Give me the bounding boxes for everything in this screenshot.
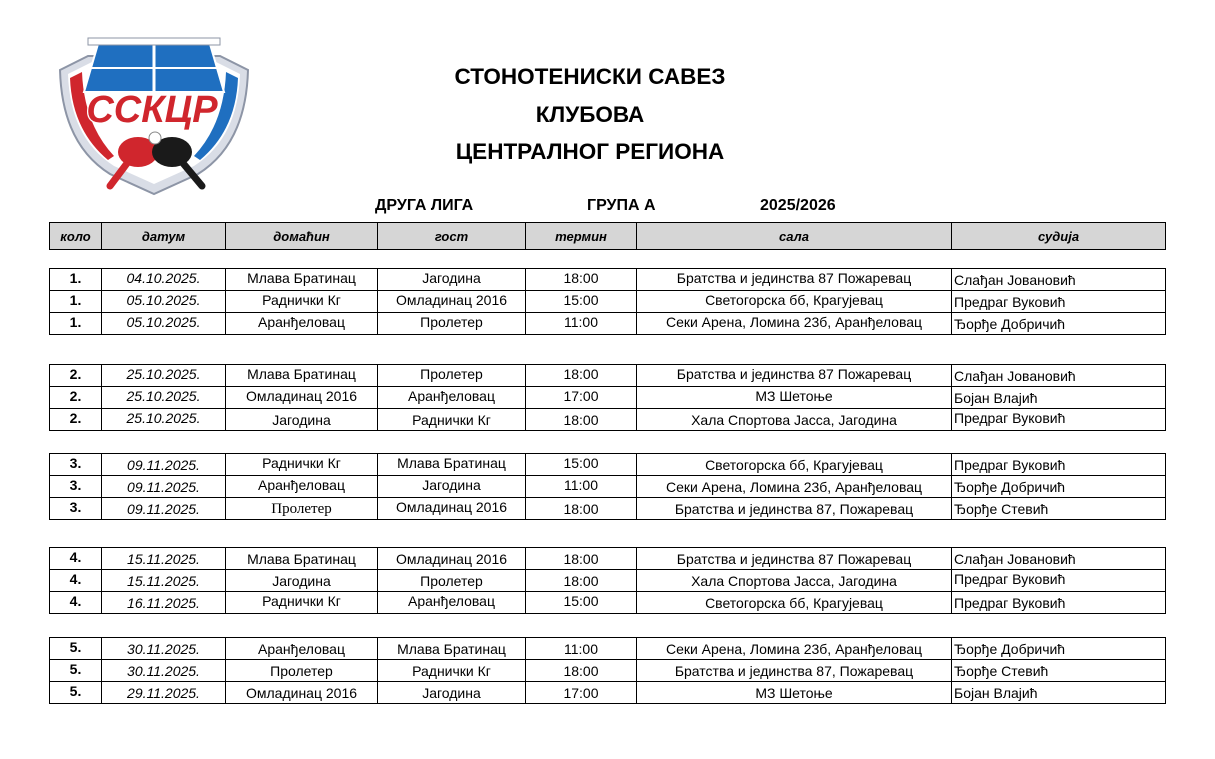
cell-sala: Хала Спортова Јасса, Јагодина bbox=[637, 570, 952, 592]
cell-datum: 09.11.2025. bbox=[102, 476, 226, 498]
schedule-header bbox=[49, 222, 1166, 250]
table-row bbox=[50, 660, 1166, 682]
cell-sudija: Ђорђе Стевић bbox=[952, 660, 1166, 682]
cell-kolo: 3. bbox=[50, 454, 102, 476]
cell-domacin: Пролетер bbox=[226, 498, 378, 520]
cell-sudija: Предраг Вуковић bbox=[952, 409, 1166, 431]
header-row bbox=[50, 223, 1166, 250]
table-row bbox=[50, 269, 1166, 291]
cell-sala: Секи Арена, Ломина 23б, Аранђеловац bbox=[637, 638, 952, 660]
league-label: ДРУГА ЛИГА bbox=[375, 197, 474, 214]
cell-sudija: Ђорђе Добричић bbox=[952, 313, 1166, 335]
table-row bbox=[50, 313, 1166, 335]
cell-domacin: Млава Братинац bbox=[226, 365, 378, 387]
cell-domacin: Раднички Кг bbox=[226, 592, 378, 614]
cell-sala: Братства и јединства 87 Пожаревац bbox=[637, 365, 952, 387]
cell-kolo: 5. bbox=[50, 638, 102, 660]
table-row bbox=[50, 387, 1166, 409]
cell-termin: 18:00 bbox=[526, 409, 637, 431]
cell-datum: 04.10.2025. bbox=[102, 269, 226, 291]
cell-sala: Секи Арена, Ломина 23б, Аранђеловац bbox=[637, 476, 952, 498]
group-label: ГРУПА А bbox=[587, 197, 656, 214]
col-header-domacin: домаћин bbox=[226, 223, 378, 250]
cell-sudija: Ђорђе Добричић bbox=[952, 638, 1166, 660]
cell-termin: 11:00 bbox=[526, 313, 637, 335]
page-title bbox=[390, 58, 790, 171]
cell-kolo: 3. bbox=[50, 476, 102, 498]
cell-sudija: Ђорђе Стевић bbox=[952, 498, 1166, 520]
cell-kolo: 1. bbox=[50, 269, 102, 291]
cell-gost: Пролетер bbox=[378, 365, 526, 387]
cell-kolo: 2. bbox=[50, 409, 102, 431]
cell-gost: Јагодина bbox=[378, 476, 526, 498]
cell-gost: Јагодина bbox=[378, 682, 526, 704]
cell-sala: МЗ Шетоње bbox=[637, 682, 952, 704]
cell-datum: 29.11.2025. bbox=[102, 682, 226, 704]
cell-termin: 18:00 bbox=[526, 269, 637, 291]
cell-sala: Братства и јединства 87, Пожаревац bbox=[637, 498, 952, 520]
cell-domacin: Раднички Кг bbox=[226, 454, 378, 476]
cell-kolo: 4. bbox=[50, 592, 102, 614]
cell-sudija: Предраг Вуковић bbox=[952, 592, 1166, 614]
cell-kolo: 4. bbox=[50, 548, 102, 570]
cell-kolo: 2. bbox=[50, 365, 102, 387]
cell-gost: Раднички Кг bbox=[378, 409, 526, 431]
cell-kolo: 5. bbox=[50, 682, 102, 704]
table-row bbox=[50, 592, 1166, 614]
logo-lettering: ССКЦР bbox=[86, 89, 218, 131]
cell-termin: 18:00 bbox=[526, 660, 637, 682]
cell-sala: МЗ Шетоње bbox=[637, 387, 952, 409]
cell-domacin: Аранђеловац bbox=[226, 638, 378, 660]
cell-kolo: 1. bbox=[50, 291, 102, 313]
cell-kolo: 3. bbox=[50, 498, 102, 520]
cell-domacin: Раднички Кг bbox=[226, 291, 378, 313]
cell-datum: 25.10.2025. bbox=[102, 387, 226, 409]
cell-sudija: Предраг Вуковић bbox=[952, 291, 1166, 313]
cell-domacin: Аранђеловац bbox=[226, 476, 378, 498]
cell-domacin: Омладинац 2016 bbox=[226, 682, 378, 704]
cell-gost: Пролетер bbox=[378, 570, 526, 592]
cell-domacin: Аранђеловац bbox=[226, 313, 378, 335]
cell-gost: Аранђеловац bbox=[378, 387, 526, 409]
cell-datum: 16.11.2025. bbox=[102, 592, 226, 614]
cell-datum: 25.10.2025. bbox=[102, 365, 226, 387]
cell-kolo: 1. bbox=[50, 313, 102, 335]
cell-termin: 17:00 bbox=[526, 682, 637, 704]
cell-domacin: Омладинац 2016 bbox=[226, 387, 378, 409]
cell-sala: Светогорска бб, Крагујевац bbox=[637, 592, 952, 614]
col-header-sudija: судија bbox=[952, 223, 1166, 250]
table-row bbox=[50, 365, 1166, 387]
cell-sala: Секи Арена, Ломина 23б, Аранђеловац bbox=[637, 313, 952, 335]
cell-sudija: Слађан Јовановић bbox=[952, 365, 1166, 387]
cell-datum: 05.10.2025. bbox=[102, 291, 226, 313]
cell-sudija: Бојан Влајић bbox=[952, 387, 1166, 409]
cell-domacin: Пролетер bbox=[226, 660, 378, 682]
cell-datum: 09.11.2025. bbox=[102, 498, 226, 520]
cell-gost: Омладинац 2016 bbox=[378, 548, 526, 570]
cell-domacin: Млава Братинац bbox=[226, 548, 378, 570]
table-row bbox=[50, 454, 1166, 476]
cell-sala: Хала Спортова Јасса, Јагодина bbox=[637, 409, 952, 431]
cell-sala: Светогорска бб, Крагујевац bbox=[637, 454, 952, 476]
title-line-2: КЛУБОВА bbox=[535, 101, 645, 127]
cell-termin: 15:00 bbox=[526, 454, 637, 476]
round-table bbox=[49, 364, 1166, 431]
table-row bbox=[50, 638, 1166, 660]
round-table bbox=[49, 547, 1166, 614]
cell-sala: Светогорска бб, Крагујевац bbox=[637, 291, 952, 313]
cell-termin: 15:00 bbox=[526, 291, 637, 313]
cell-datum: 05.10.2025. bbox=[102, 313, 226, 335]
cell-kolo: 5. bbox=[50, 660, 102, 682]
cell-gost: Млава Братинац bbox=[378, 638, 526, 660]
cell-termin: 18:00 bbox=[526, 498, 637, 520]
cell-gost: Омладинац 2016 bbox=[378, 498, 526, 520]
round-table bbox=[49, 453, 1166, 520]
cell-termin: 17:00 bbox=[526, 387, 637, 409]
cell-gost: Омладинац 2016 bbox=[378, 291, 526, 313]
cell-domacin: Јагодина bbox=[226, 409, 378, 431]
cell-sudija: Бојан Влајић bbox=[952, 682, 1166, 704]
cell-kolo: 4. bbox=[50, 570, 102, 592]
cell-kolo: 2. bbox=[50, 387, 102, 409]
cell-sudija: Ђорђе Добричић bbox=[952, 476, 1166, 498]
col-header-sala: сала bbox=[637, 223, 952, 250]
cell-gost: Аранђеловац bbox=[378, 592, 526, 614]
table-row bbox=[50, 548, 1166, 570]
col-header-termin: термин bbox=[526, 223, 637, 250]
cell-sala: Братства и јединства 87, Пожаревац bbox=[637, 660, 952, 682]
cell-domacin: Млава Братинац bbox=[226, 269, 378, 291]
cell-datum: 09.11.2025. bbox=[102, 454, 226, 476]
cell-sala: Братства и јединства 87 Пожаревац bbox=[637, 548, 952, 570]
cell-sudija: Слађан Јовановић bbox=[952, 269, 1166, 291]
cell-termin: 15:00 bbox=[526, 592, 637, 614]
cell-datum: 30.11.2025. bbox=[102, 638, 226, 660]
cell-termin: 18:00 bbox=[526, 570, 637, 592]
table-row bbox=[50, 476, 1166, 498]
cell-termin: 18:00 bbox=[526, 365, 637, 387]
table-row bbox=[50, 570, 1166, 592]
cell-gost: Раднички Кг bbox=[378, 660, 526, 682]
round-table bbox=[49, 268, 1166, 335]
cell-sudija: Слађан Јовановић bbox=[952, 548, 1166, 570]
cell-sudija: Предраг Вуковић bbox=[952, 570, 1166, 592]
table-row bbox=[50, 291, 1166, 313]
table-row bbox=[50, 682, 1166, 704]
cell-termin: 18:00 bbox=[526, 548, 637, 570]
logo bbox=[48, 34, 260, 200]
cell-datum: 15.11.2025. bbox=[102, 570, 226, 592]
table-row bbox=[50, 409, 1166, 431]
cell-gost: Пролетер bbox=[378, 313, 526, 335]
cell-sudija: Предраг Вуковић bbox=[952, 454, 1166, 476]
cell-domacin: Јагодина bbox=[226, 570, 378, 592]
cell-gost: Млава Братинац bbox=[378, 454, 526, 476]
title-line-3: ЦЕНТРАЛНОГ РЕГИОНА bbox=[455, 139, 725, 164]
cell-datum: 30.11.2025. bbox=[102, 660, 226, 682]
cell-termin: 11:00 bbox=[526, 638, 637, 660]
col-header-gost: гост bbox=[378, 223, 526, 250]
col-header-datum: датум bbox=[102, 223, 226, 250]
table-row bbox=[50, 498, 1166, 520]
season-label: 2025/2026 bbox=[760, 197, 836, 214]
cell-gost: Јагодина bbox=[378, 269, 526, 291]
cell-termin: 11:00 bbox=[526, 476, 637, 498]
round-table bbox=[49, 637, 1166, 704]
cell-datum: 15.11.2025. bbox=[102, 548, 226, 570]
cell-sala: Братства и јединства 87 Пожаревац bbox=[637, 269, 952, 291]
col-header-kolo: коло bbox=[50, 223, 102, 250]
cell-datum: 25.10.2025. bbox=[102, 409, 226, 431]
title-line-1: СТОНОТЕНИСКИ САВЕЗ bbox=[454, 64, 726, 89]
